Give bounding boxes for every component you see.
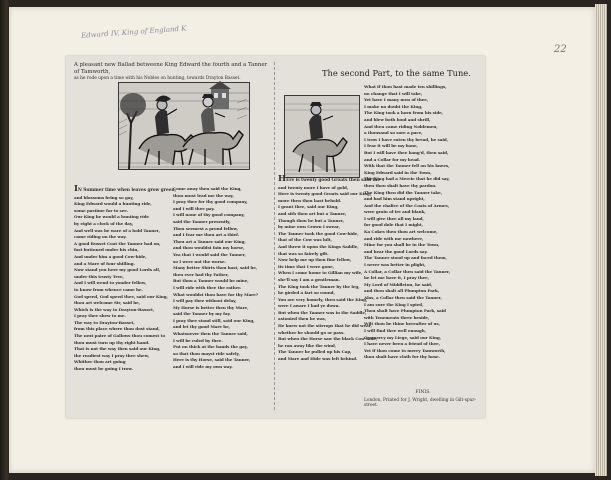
- verse-line: so that thou mayst ride safely,: [173, 350, 240, 356]
- verse-line: King Edward would a hunting ride,: [74, 201, 152, 207]
- verse-line: and thou shalt all Plumpton Park,: [364, 288, 440, 294]
- first-part-leaf: [72, 62, 271, 414]
- verse-line: and bad him stand upright,: [364, 196, 425, 202]
- verse-line: tis time that I were gone,: [278, 263, 334, 269]
- woodcut-king-and-tanner-image: [119, 83, 249, 169]
- woodcut-rider-image: [285, 96, 359, 177]
- verse-line: Though thou be but a Tanner,: [278, 217, 345, 223]
- verse-line: were grain of ire and blank,: [364, 209, 426, 215]
- verse-line: that of the Cow was hilt,: [278, 237, 332, 243]
- verse-line: But when the Tanner was in the Saddle,: [278, 309, 367, 315]
- verse-line: and I fear me thou art a thief.: [173, 232, 240, 238]
- verse-line: The Tanner he pulled up his Cap,: [278, 349, 352, 355]
- verse-line: fast buttoned under his chin,: [74, 247, 139, 253]
- second-part-leaf: [278, 62, 483, 414]
- verse-line: But I will have thee hang'd, then said,: [364, 149, 449, 155]
- verse-line: so I were not the worse.: [173, 258, 226, 264]
- verse-line: he let me have it, I pray thee,: [364, 275, 430, 281]
- verse-line: and a Collar for my head.: [364, 156, 421, 162]
- verse-line: My Horse is better then thy Mare,: [173, 304, 249, 310]
- verse-line: The way to Drayton-Basset,: [74, 319, 135, 325]
- verse-line: Alas, a Collar then said the Tanner,: [364, 295, 442, 300]
- verse-line: What if thou hast made ten shillings,: [364, 84, 447, 89]
- verse-line: I will give thee all my land,: [364, 215, 424, 221]
- verse-line: more then thou hast behold.: [278, 197, 342, 203]
- verse-line: I will ride with thee the rather.: [173, 284, 242, 290]
- verse-line: Here is thy Horse, said the Tanner,: [173, 357, 251, 363]
- verse-column-4: [364, 84, 482, 412]
- verse-line: Now help me up thou fine fellow,: [278, 257, 352, 263]
- verse-line: I will none of thy good company,: [173, 212, 245, 218]
- verse-line: And threw it upon the Kings Saddle,: [278, 243, 359, 249]
- ballad-subtitle: as he rode upon a time with his Nobles on hunting, towards Drayton Basset.: [74, 76, 241, 81]
- verse-line: Now stand you here my good Lords all,: [74, 267, 161, 273]
- folio-number: 22: [554, 44, 567, 55]
- verse-line: King Edward said in the Town,: [364, 169, 432, 175]
- verse-line: He knew not the stirrops that he did wear,: [278, 323, 372, 329]
- verse-line: And under him a good Cow-hide,: [74, 253, 147, 259]
- verse-line: Come away then said the King,: [173, 186, 242, 191]
- broadside-sheet: [66, 56, 485, 418]
- verse-column-1: [74, 184, 176, 414]
- verse-line: and thou wouldst fain my horse,: [173, 245, 245, 251]
- verse-line: With that the Tanner fell on his knees,: [364, 163, 450, 169]
- verse-line: What wouldst thou have for thy Mare?: [173, 291, 259, 297]
- verse-line: Gramercy my Liege, said our King,: [364, 334, 442, 340]
- verse-line: I will pay thee without delay,: [173, 298, 237, 304]
- verse-line: by eight a clock of the day,: [74, 220, 134, 226]
- page-edges: [595, 4, 607, 476]
- verse-line: The Tanner stood up and faced them,: [364, 255, 447, 261]
- verse-line: A Collar, a Collar then said the Tanner,: [364, 268, 450, 274]
- verse-line: Here is twenty good Groats said our King,: [278, 191, 372, 197]
- verse-line: Mine for you shall be in the Town,: [364, 242, 440, 248]
- verse-line: whether he should go or pass.: [278, 329, 345, 335]
- verse-line: The King had a Mercie that he did say,: [364, 176, 450, 182]
- leaf-divider: [274, 62, 275, 412]
- verse-line: and I will thee pay.: [173, 205, 215, 211]
- verse-line: thou art welcome Sir, said he,: [74, 300, 141, 306]
- verse-line: then ever had thy Father,: [173, 271, 229, 277]
- verse-line: But when the Horse saw the black Cow-hide,: [278, 336, 378, 342]
- verse-line: thou must lead me the way,: [173, 192, 234, 198]
- verse-line: Put on thick at the hands the gay,: [173, 344, 248, 350]
- pencil-annotation: Edward IV, King of England K: [80, 24, 187, 40]
- verse-line: Many better Shirts thou hast, said he,: [173, 265, 258, 271]
- verse-line: The Tanner took the good Cow-hide,: [278, 230, 359, 236]
- verse-line: The King took the Tanner by the leg,: [278, 283, 360, 289]
- verse-line: Ka Cokes then thou art welcome,: [364, 229, 438, 235]
- verse-line: But thou a Tanner would be mine,: [173, 278, 249, 284]
- verse-line: Yet have I many men of thee,: [364, 97, 429, 103]
- verse-line: and ride with me nowhere,: [364, 235, 424, 241]
- imprint: London, Printed for J. Wright, dwelling in Gilt-spur-street.: [364, 398, 476, 409]
- verse-line: to know from whence came he.: [74, 286, 143, 292]
- verse-line: Thou shalt have Plumpton Park, said: [364, 308, 446, 314]
- verse-line: and blossoms bring so gay,: [74, 194, 134, 200]
- verse-line: Yet if thou come to merry Tamworth,: [364, 347, 446, 353]
- verse-line: thou must be going I trow.: [74, 366, 133, 372]
- verse-line: Thou seemest a proud fellow,: [173, 225, 238, 231]
- verse-line: I pray thee stand still, said our King,: [173, 317, 255, 323]
- woodcut-rider: [284, 95, 360, 178]
- verse-line: and twenty more I have of gold,: [278, 184, 349, 190]
- verse-line: Yea that I would said the Tanner,: [173, 251, 246, 257]
- verse-line: Our King he would a hunting ride: [74, 214, 149, 220]
- verse-line: he girded a fart so round,: [278, 290, 335, 296]
- verse-line: I have never been a friend of thee,: [364, 341, 441, 347]
- verse-line: And I will wend to yonder fellow,: [74, 280, 147, 286]
- verse-line: And well was he ware of a bold Tanner,: [74, 227, 160, 233]
- verse-line: You are very homely, then said the King,: [278, 296, 368, 302]
- verse-line: he ran away like the wind,: [278, 342, 336, 348]
- second-part-title: The second Part, to the same Tune.: [322, 68, 471, 78]
- verse-line: I trow I have eaten thy bread, he said,: [364, 136, 448, 142]
- verse-column-3: [278, 174, 381, 412]
- woodcut-king-and-tanner: [118, 82, 250, 170]
- verse-line: and Mare and Hide was left behind.: [278, 356, 358, 362]
- verse-line: IN Summer time when leaves grow green,: [74, 184, 176, 194]
- verse-line: I make no doubt the King,: [364, 103, 423, 109]
- verse-line: and let thy good Mare be,: [173, 324, 230, 330]
- verse-line: thou shalt have cloth for thy hose.: [364, 354, 440, 360]
- verse-line: thou must turn up thy right hand.: [74, 339, 150, 345]
- verse-line: came riding on the way.: [74, 234, 127, 240]
- verse-line: Which is the way to Drayton-Basset,: [74, 306, 155, 312]
- verse-line: HEre is twenty good Groats then said the: [278, 174, 381, 184]
- verse-line: I pray thee shew to me.: [74, 313, 126, 319]
- finis: FINIS.: [415, 390, 431, 395]
- verse-line: The King took a horn from his side,: [364, 110, 444, 116]
- verse-line: The next paire of Gallows thou comest to: [74, 333, 166, 339]
- verse-line: some pastime for to see.: [74, 207, 129, 213]
- ballad-title-text: A pleasant new Ballad betweene King Edward the fourth and a Tanner of Tamworth,: [74, 62, 268, 75]
- verse-line: I fear it will be my bane,: [364, 143, 418, 149]
- verse-line: When I come home to Gillian my wife,: [278, 270, 363, 276]
- verse-line: under this trusty Tree,: [74, 273, 124, 279]
- verse-line: and sith thou art but a Tanner,: [278, 210, 347, 216]
- verse-line: That is not the way then said our King,: [74, 346, 161, 352]
- verse-line: The King then did the Tanner take,: [364, 189, 443, 195]
- verse-line: Wilt thou be thine hereafter of us,: [364, 321, 440, 327]
- verse-line: said the Tanner presently,: [173, 218, 231, 224]
- verse-line: from this place where thou dost stand,: [74, 326, 160, 332]
- verse-line: with Tenements three beside,: [364, 314, 430, 320]
- verse-line: God speed, God speed thee, said our King,: [74, 293, 168, 299]
- verse-line: I pray thee for thy good company,: [173, 199, 248, 205]
- verse-line: A good Russet Coat the Tanner had on,: [74, 240, 161, 246]
- verse-line: And the chalice of the Coats of Armes,: [364, 202, 450, 208]
- verse-line: And then came riding Noblemen,: [364, 123, 438, 129]
- verse-line: that was so fairely gilt.: [278, 250, 329, 256]
- verse-line: Whatsoever then the Tanner said,: [173, 331, 248, 337]
- verse-column-2: [173, 186, 270, 414]
- verse-line: astonied then he was,: [278, 316, 327, 322]
- verse-line: and I will ride my own way.: [173, 364, 233, 370]
- verse-line: she'll say I am a gentleman.: [278, 276, 340, 282]
- verse-line: a thousand so sore a pace,: [364, 130, 423, 136]
- verse-line: I will be ruled by thee.: [173, 337, 223, 343]
- verse-line: I grant thee, said our King,: [278, 204, 339, 210]
- verse-line: for good dole that I might,: [364, 222, 423, 228]
- verse-line: and hear the good Lords say.: [364, 248, 428, 254]
- verse-line: then thou shalt have thy pardon.: [364, 182, 437, 188]
- verse-line: the readiest way I pray thee shew,: [74, 352, 150, 358]
- verse-line: no change that I will take,: [364, 90, 423, 96]
- verse-line: I never was better in plight,: [364, 262, 426, 268]
- verse-line: Whither thou art going: [74, 359, 126, 365]
- verse-line: said the Tanner by my fay.: [173, 311, 231, 317]
- verse-line: by mine own Crown I swear,: [278, 224, 340, 230]
- verse-line: were I aware I had ye down.: [278, 303, 340, 309]
- verse-line: and blew both loud and shrill,: [364, 116, 431, 122]
- verse-line: and a Mare of four shilling.: [74, 260, 135, 266]
- verse-line: My Lord of Middleton, he said,: [364, 281, 433, 287]
- verse-line: Thou art a Tanner said our King,: [173, 238, 246, 244]
- ballad-title: [74, 62, 270, 83]
- verse-line: I will find thee well enough,: [364, 327, 426, 333]
- verse-line: I am sure the King I spied,: [364, 301, 424, 307]
